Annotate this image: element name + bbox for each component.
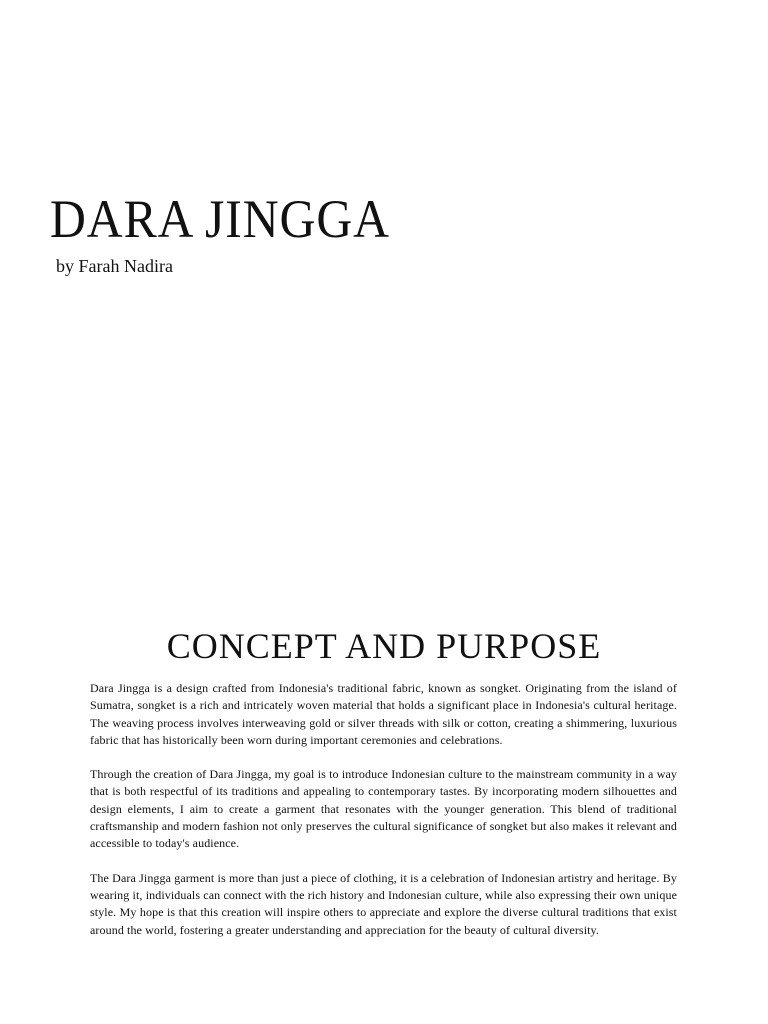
- page-title: DARA JINGGA: [50, 189, 390, 249]
- paragraph-celebration: The Dara Jingga garment is more than just a piece of clothing, it is a celebration of Indonesian artistry and heritage. By wearing it, individuals can connect with the rich history and Indonesian culture, while also expressing their own unique style. My hope is that this creation will inspire others to appreciate and explore the diverse cultural traditions that exist around the world, fostering a greater understanding and appreciation for the beauty of cultural diversity.: [90, 870, 677, 937]
- body-text: [90, 680, 677, 939]
- paragraph-goal: Through the creation of Dara Jingga, my goal is to introduce Indonesian culture to the mainstream community in a way that is both respectful of its traditions and appealing to contemporary tastes. By incorporating modern silhouettes and design elements, I aim to create a garment that resonates with the younger generation. This blend of traditional craftsmanship and modern fashion not only preserves the cultural significance of songket but also makes it relevant and accessible to today's audience.: [90, 767, 677, 851]
- section-heading: CONCEPT AND PURPOSE: [166, 626, 602, 666]
- author-byline: by Farah Nadira: [56, 256, 173, 276]
- paragraph-intro: Dara Jingga is a design crafted from Indonesia's traditional fabric, known as songket. Originating from the island of Sumatra, songket is a rich and intricately woven material that holds a significant place in Indonesia's cultural heritage. The weaving process involves interweaving gold or silver threads with silk or cotton, creating a shimmering, luxurious fabric that has historically been worn during important ceremonies and celebrations.: [90, 681, 677, 747]
